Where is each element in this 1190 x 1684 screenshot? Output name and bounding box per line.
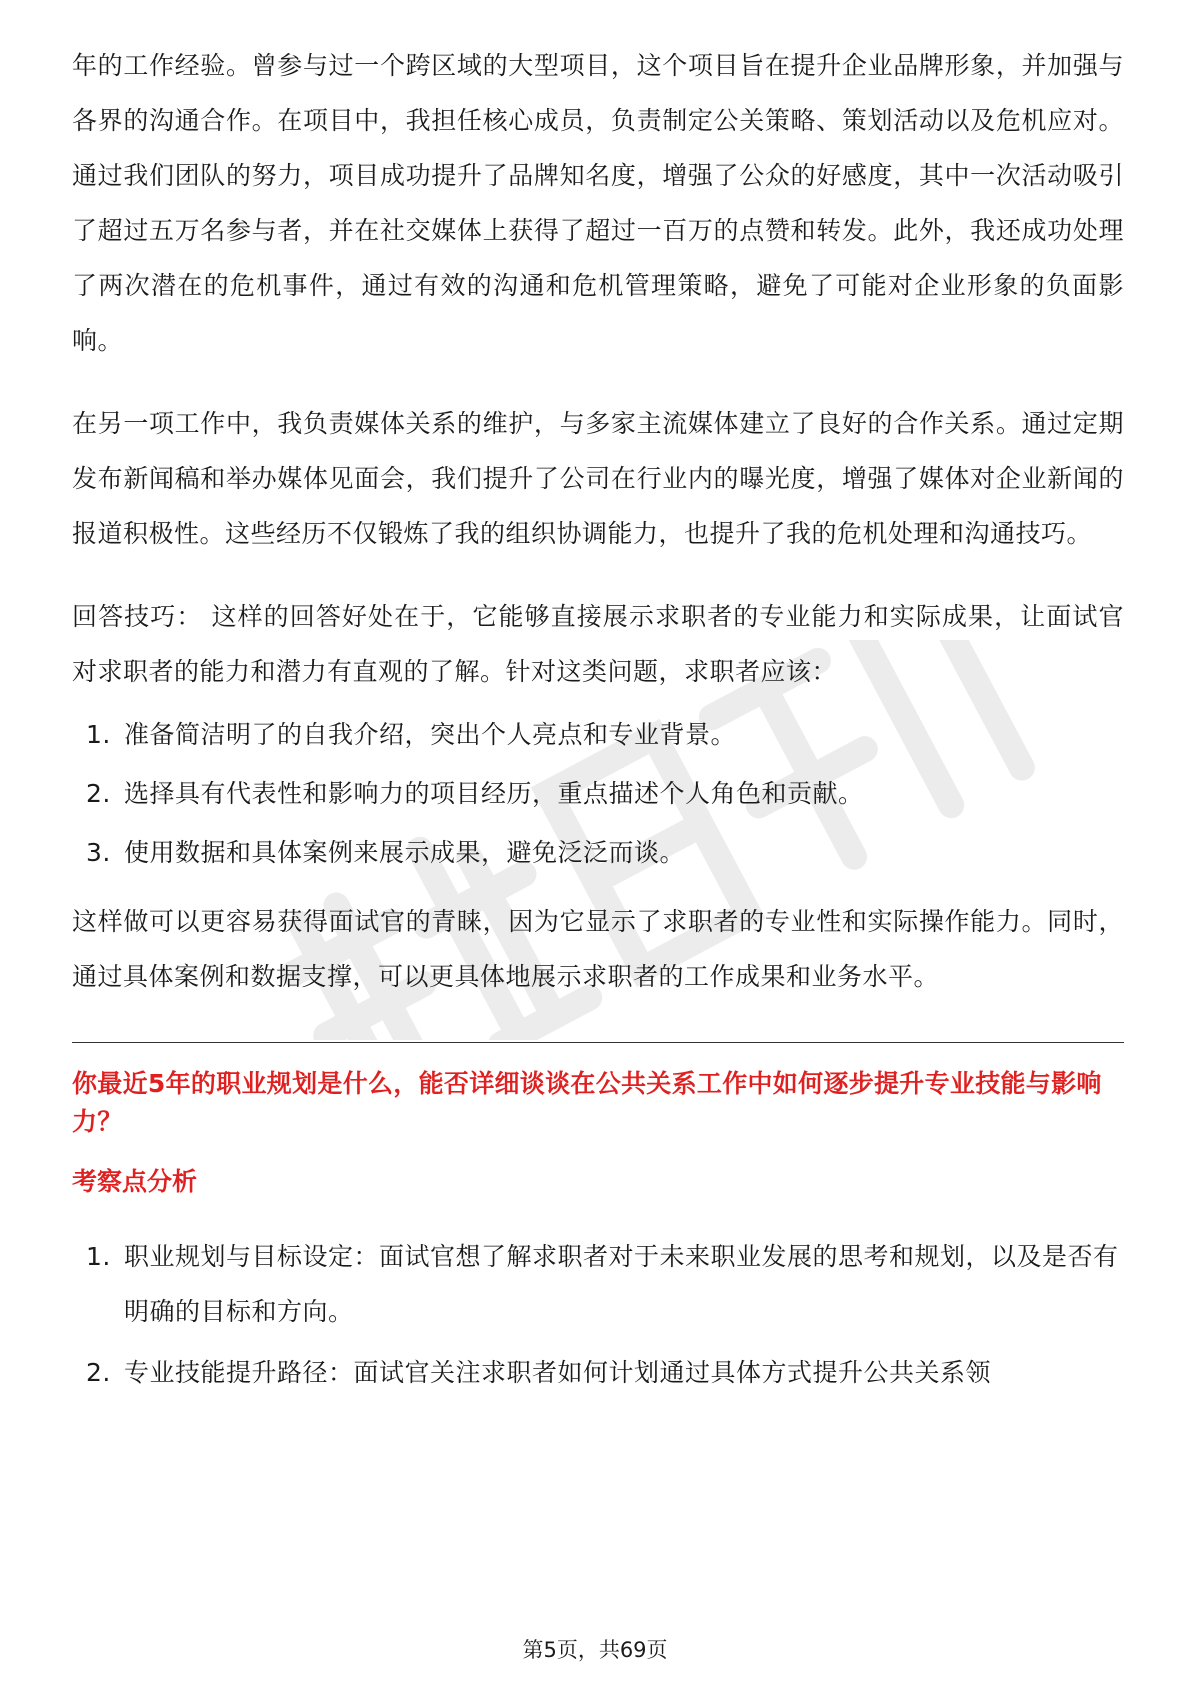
page-footer: 第5页，共69页 [522, 1638, 668, 1662]
document-page [72, 38, 1124, 1406]
list-number: 2. [86, 779, 111, 808]
paragraph-conclusion: 这样做可以更容易获得面试官的青睐，因为它显示了求职者的专业性和实际操作能力。同时，通过具体案例和数据支撑，可以更具体地展示求职者的工作成果和业务水平。 [72, 907, 1124, 991]
list-item-text: 使用数据和具体案例来展示成果，避免泛泛而谈。 [124, 838, 686, 867]
list-item-text: 专业技能提升路径：面试官关注求职者如何计划通过具体方式提升公共关系领 [124, 1358, 992, 1387]
list-item-text: 职业规划与目标设定：面试官想了解求职者对于未来职业发展的思考和规划，以及是否有明确的目标和方向。 [124, 1242, 1119, 1326]
list-item [72, 776, 1124, 812]
section-divider [72, 1042, 1124, 1043]
paragraph-answer-tips: 回答技巧： 这样的回答好处在于，它能够直接展示求职者的专业能力和实际成果，让面试官对求职者的能力和潜力有直观的了解。针对这类问题，求职者应该： [72, 602, 1124, 686]
paragraph-media-relations: 在另一项工作中，我负责媒体关系的维护，与多家主流媒体建立了良好的合作关系。通过定期发布新闻稿和举办媒体见面会，我们提升了公司在行业内的曝光度，增强了媒体对企业新闻的报道积极性。这些经历不仅锻炼了我的组织协调能力，也提升了我的危机处理和沟通技巧。 [72, 409, 1124, 548]
list-item [72, 1345, 1124, 1400]
list-number: 2. [86, 1358, 111, 1387]
list-item-text: 准备简洁明了的自我介绍，突出个人亮点和专业背景。 [124, 720, 737, 749]
analysis-heading: 考察点分析 [72, 1167, 198, 1196]
tips-list [72, 717, 1124, 871]
interview-question: 你最近5年的职业规划是什么，能否详细谈谈在公共关系工作中如何逐步提升专业技能与影响力？ [72, 1069, 1102, 1136]
list-item [72, 1229, 1124, 1339]
list-item [72, 835, 1124, 871]
list-number: 3. [86, 838, 111, 867]
list-number: 1. [86, 1242, 111, 1271]
list-item [72, 717, 1124, 753]
analysis-list [72, 1229, 1124, 1400]
paragraph-experience: 年的工作经验。曾参与过一个跨区域的大型项目，这个项目旨在提升企业品牌形象，并加强与各界的沟通合作。在项目中，我担任核心成员，负责制定公关策略、策划活动以及危机应对。通过我们团队的努力，项目成功提升了品牌知名度，增强了公众的好感度，其中一次活动吸引了超过五万名参与者，并在社交媒体上获得了超过一百万的点赞和转发。此外，我还成功处理了两次潜在的危机事件，通过有效的沟通和危机管理策略，避免了可能对企业形象的负面影响。 [72, 51, 1124, 355]
list-item-text: 选择具有代表性和影响力的项目经历，重点描述个人角色和贡献。 [124, 779, 864, 808]
list-number: 1. [86, 720, 111, 749]
